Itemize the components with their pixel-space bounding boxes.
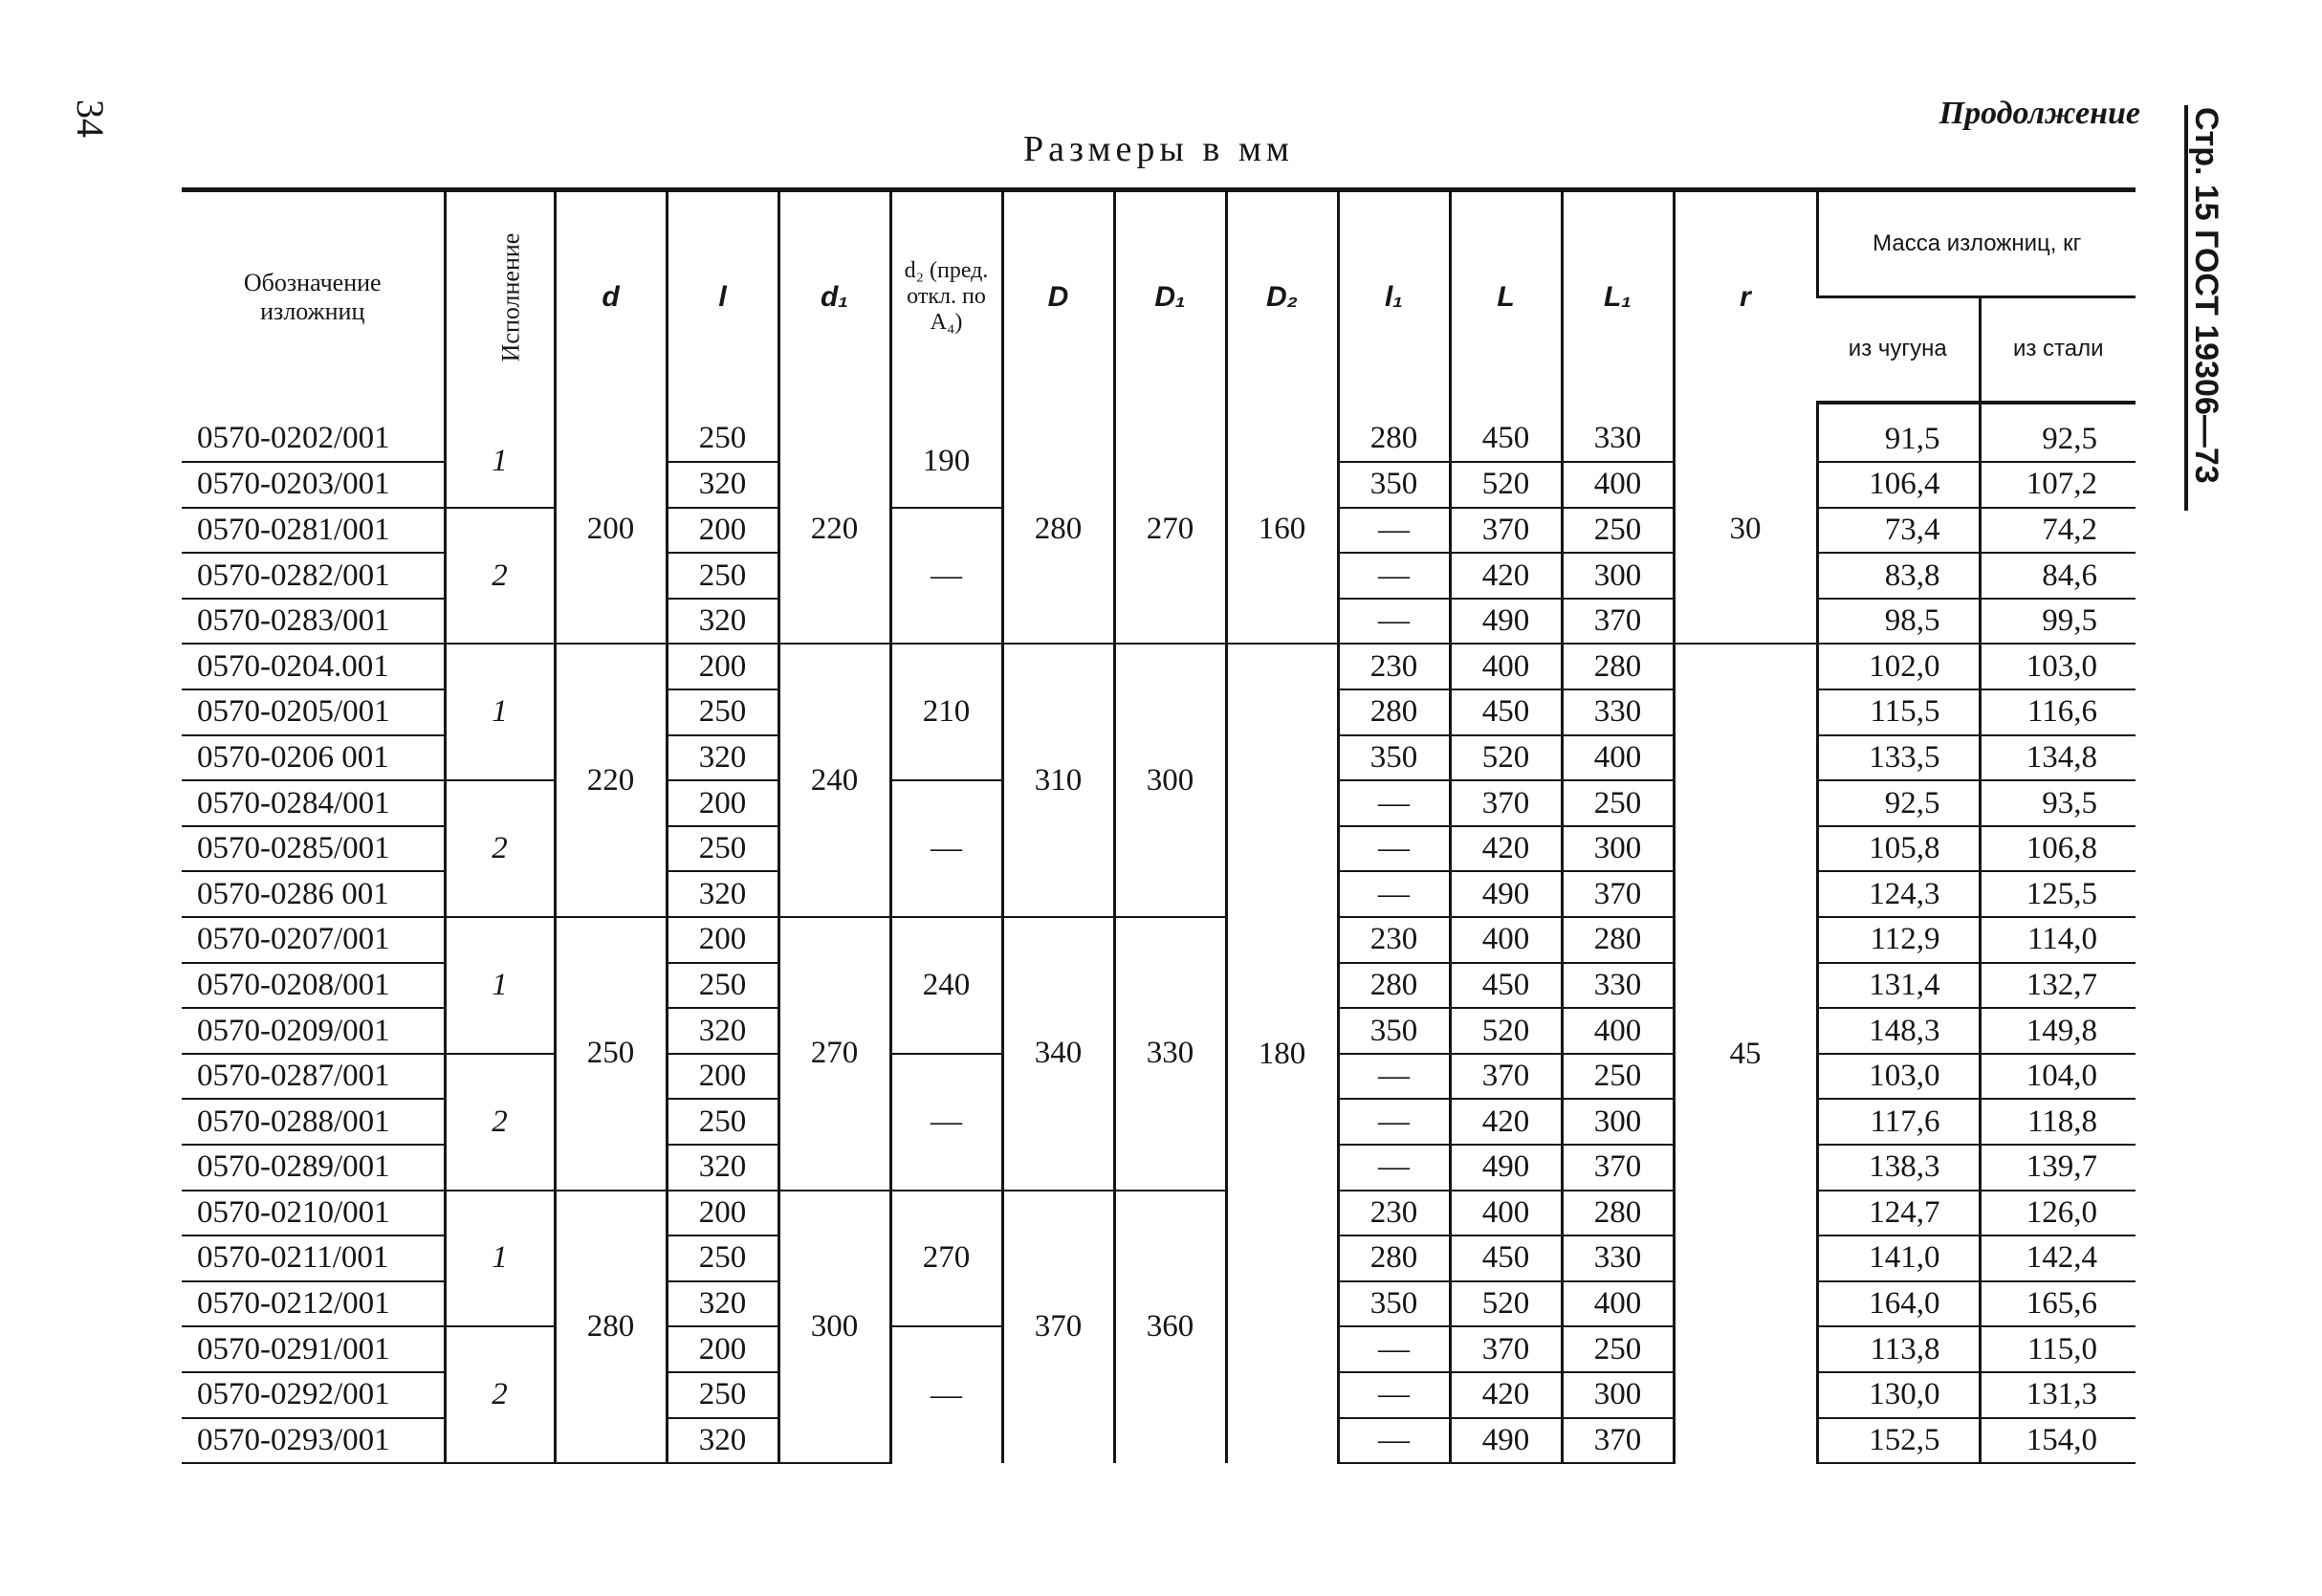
- mass-steel-cell: 92,5: [1980, 403, 2136, 463]
- designation-cell: 0570-0212/001: [182, 1281, 445, 1327]
- L1-cell: 280: [1562, 917, 1674, 963]
- l1-cell: 350: [1338, 462, 1450, 508]
- designation-cell: 0570-0204.001: [182, 644, 445, 689]
- d2-cell: —: [890, 1326, 1002, 1463]
- mass-iron-cell: 112,9: [1817, 917, 1980, 963]
- L-cell: 520: [1450, 735, 1562, 781]
- l1-cell: —: [1338, 871, 1450, 917]
- l-cell: 320: [667, 1281, 778, 1327]
- table-row: [182, 1191, 2136, 1236]
- mass-steel-cell: 165,6: [1980, 1281, 2136, 1327]
- d2-cell: 240: [890, 917, 1002, 1054]
- designation-cell: 0570-0205/001: [182, 689, 445, 735]
- table-body: [182, 403, 2136, 1464]
- designation-cell: 0570-0211/001: [182, 1235, 445, 1281]
- designation-cell: 0570-0284/001: [182, 780, 445, 826]
- l1-cell: 280: [1338, 1235, 1450, 1281]
- d2-cell: —: [890, 1054, 1002, 1191]
- page-number: 34: [69, 99, 112, 138]
- L1-cell: 370: [1562, 1418, 1674, 1464]
- d2-cell: 210: [890, 644, 1002, 780]
- mass-steel-cell: 114,0: [1980, 917, 2136, 963]
- d2-cell: —: [890, 780, 1002, 917]
- designation-cell: 0570-0202/001: [182, 403, 445, 463]
- designation-cell: 0570-0208/001: [182, 963, 445, 1009]
- L1-cell: 250: [1562, 1054, 1674, 1100]
- mass-steel-cell: 126,0: [1980, 1191, 2136, 1236]
- L1-cell: 330: [1562, 689, 1674, 735]
- d2-cell: —: [890, 508, 1002, 645]
- l1-cell: —: [1338, 1326, 1450, 1372]
- L-cell: 400: [1450, 917, 1562, 963]
- mass-iron-cell: 141,0: [1817, 1235, 1980, 1281]
- designation-cell: 0570-0286 001: [182, 871, 445, 917]
- header-d1: d₁: [778, 190, 890, 403]
- mass-steel-cell: 93,5: [1980, 780, 2136, 826]
- mass-iron-cell: 92,5: [1817, 780, 1980, 826]
- version-cell: 2: [445, 1054, 555, 1191]
- d2-cell: 190: [890, 403, 1002, 508]
- mass-steel-cell: 154,0: [1980, 1418, 2136, 1464]
- header-version-text: Исполнение: [495, 232, 524, 362]
- mass-steel-cell: 131,3: [1980, 1372, 2136, 1418]
- D-cell: 280: [1002, 403, 1114, 645]
- L-cell: 450: [1450, 689, 1562, 735]
- mass-steel-cell: 132,7: [1980, 963, 2136, 1009]
- designation-cell: 0570-0210/001: [182, 1191, 445, 1236]
- header-mass: Масса изложниц, кг: [1817, 190, 2136, 297]
- L-cell: 370: [1450, 1326, 1562, 1372]
- designation-cell: 0570-0282/001: [182, 553, 445, 599]
- L1-cell: 330: [1562, 963, 1674, 1009]
- mass-iron-cell: 105,8: [1817, 826, 1980, 872]
- mass-iron-cell: 98,5: [1817, 599, 1980, 645]
- l-cell: 200: [667, 1054, 778, 1100]
- mass-iron-cell: 138,3: [1817, 1145, 1980, 1191]
- designation-cell: 0570-0207/001: [182, 917, 445, 963]
- l1-cell: 230: [1338, 917, 1450, 963]
- l1-cell: —: [1338, 1099, 1450, 1145]
- version-cell: 2: [445, 508, 555, 645]
- header-version: [445, 190, 555, 403]
- mass-iron-cell: 73,4: [1817, 508, 1980, 554]
- mass-iron-cell: 130,0: [1817, 1372, 1980, 1418]
- D-cell: 370: [1002, 1191, 1114, 1464]
- L1-cell: 330: [1562, 403, 1674, 463]
- continuation-label: Продолжение: [1939, 96, 2140, 131]
- mass-steel-cell: 74,2: [1980, 508, 2136, 554]
- side-header-text: Стр. 15 ГОСТ 19306—73: [2188, 107, 2224, 484]
- designation-cell: 0570-0283/001: [182, 599, 445, 645]
- mass-iron-cell: 148,3: [1817, 1008, 1980, 1054]
- table-row: [182, 644, 2136, 689]
- l-cell: 200: [667, 1326, 778, 1372]
- L1-cell: 250: [1562, 1326, 1674, 1372]
- L-cell: 420: [1450, 1372, 1562, 1418]
- mass-iron-cell: 91,5: [1817, 403, 1980, 463]
- designation-cell: 0570-0293/001: [182, 1418, 445, 1464]
- D-cell: 340: [1002, 917, 1114, 1191]
- L1-cell: 400: [1562, 462, 1674, 508]
- mass-steel-cell: 142,4: [1980, 1235, 2136, 1281]
- L-cell: 490: [1450, 1418, 1562, 1464]
- header-d2: d₂ (пред. откл. по A₄): [890, 190, 1002, 403]
- l1-cell: 350: [1338, 1281, 1450, 1327]
- version-cell: 2: [445, 1326, 555, 1463]
- mass-iron-cell: 113,8: [1817, 1326, 1980, 1372]
- designation-cell: 0570-0288/001: [182, 1099, 445, 1145]
- D2-cell: 180: [1226, 644, 1338, 1463]
- L1-cell: 300: [1562, 1372, 1674, 1418]
- L-cell: 370: [1450, 1054, 1562, 1100]
- table-row: [182, 403, 2136, 463]
- version-cell: 2: [445, 780, 555, 917]
- L1-cell: 250: [1562, 508, 1674, 554]
- d1-cell: 240: [778, 644, 890, 917]
- header-l1: l₁: [1338, 190, 1450, 403]
- designation-cell: 0570-0206 001: [182, 735, 445, 781]
- designation-cell: 0570-0209/001: [182, 1008, 445, 1054]
- l-cell: 320: [667, 599, 778, 645]
- L1-cell: 400: [1562, 1008, 1674, 1054]
- version-cell: 1: [445, 917, 555, 1054]
- mass-iron-cell: 83,8: [1817, 553, 1980, 599]
- d1-cell: 270: [778, 917, 890, 1191]
- mass-steel-cell: 139,7: [1980, 1145, 2136, 1191]
- mass-steel-cell: 107,2: [1980, 462, 2136, 508]
- d-cell: 280: [555, 1191, 667, 1464]
- L-cell: 490: [1450, 599, 1562, 645]
- mass-iron-cell: 152,5: [1817, 1418, 1980, 1464]
- L1-cell: 370: [1562, 871, 1674, 917]
- table-row: [182, 917, 2136, 963]
- l-cell: 200: [667, 508, 778, 554]
- d2-cell: 270: [890, 1191, 1002, 1327]
- header-D2: D₂: [1226, 190, 1338, 403]
- header-d: d: [555, 190, 667, 403]
- mass-iron-cell: 164,0: [1817, 1281, 1980, 1327]
- L-cell: 490: [1450, 1145, 1562, 1191]
- header-l: l: [667, 190, 778, 403]
- mass-iron-cell: 106,4: [1817, 462, 1980, 508]
- l-cell: 200: [667, 1191, 778, 1236]
- mass-steel-cell: 103,0: [1980, 644, 2136, 689]
- D1-cell: 270: [1114, 403, 1226, 645]
- l1-cell: —: [1338, 599, 1450, 645]
- mass-iron-cell: 103,0: [1817, 1054, 1980, 1100]
- designation-cell: 0570-0285/001: [182, 826, 445, 872]
- r-cell: 30: [1674, 403, 1817, 645]
- L-cell: 370: [1450, 508, 1562, 554]
- d-cell: 200: [555, 403, 667, 645]
- L1-cell: 370: [1562, 599, 1674, 645]
- l1-cell: 230: [1338, 644, 1450, 689]
- d1-cell: 300: [778, 1191, 890, 1464]
- version-cell: 1: [445, 644, 555, 780]
- L-cell: 520: [1450, 1281, 1562, 1327]
- L-cell: 450: [1450, 403, 1562, 463]
- D1-cell: 300: [1114, 644, 1226, 917]
- mass-iron-cell: 133,5: [1817, 735, 1980, 781]
- designation-cell: 0570-0203/001: [182, 462, 445, 508]
- header-r: r: [1674, 190, 1817, 403]
- l1-cell: 230: [1338, 1191, 1450, 1236]
- mass-steel-cell: 118,8: [1980, 1099, 2136, 1145]
- l-cell: 250: [667, 1372, 778, 1418]
- l-cell: 320: [667, 735, 778, 781]
- side-header: [2190, 107, 2224, 509]
- l-cell: 200: [667, 644, 778, 689]
- mass-iron-cell: 102,0: [1817, 644, 1980, 689]
- L1-cell: 330: [1562, 1235, 1674, 1281]
- header-D1: D₁: [1114, 190, 1226, 403]
- mass-iron-cell: 115,5: [1817, 689, 1980, 735]
- l1-cell: 350: [1338, 735, 1450, 781]
- version-cell: 1: [445, 1191, 555, 1327]
- d1-cell: 220: [778, 403, 890, 645]
- L-cell: 490: [1450, 871, 1562, 917]
- l-cell: 200: [667, 917, 778, 963]
- l1-cell: —: [1338, 553, 1450, 599]
- mass-steel-cell: 116,6: [1980, 689, 2136, 735]
- header-cast-iron: из чугуна: [1817, 297, 1980, 403]
- L1-cell: 370: [1562, 1145, 1674, 1191]
- mass-steel-cell: 104,0: [1980, 1054, 2136, 1100]
- version-cell: 1: [445, 403, 555, 508]
- L-cell: 400: [1450, 644, 1562, 689]
- l-cell: 250: [667, 553, 778, 599]
- l-cell: 250: [667, 1235, 778, 1281]
- mass-steel-cell: 106,8: [1980, 826, 2136, 872]
- l1-cell: 350: [1338, 1008, 1450, 1054]
- mass-iron-cell: 131,4: [1817, 963, 1980, 1009]
- l1-cell: —: [1338, 780, 1450, 826]
- l-cell: 320: [667, 462, 778, 508]
- l-cell: 320: [667, 871, 778, 917]
- L-cell: 520: [1450, 462, 1562, 508]
- designation-cell: 0570-0291/001: [182, 1326, 445, 1372]
- l-cell: 250: [667, 1099, 778, 1145]
- l-cell: 250: [667, 963, 778, 1009]
- L1-cell: 400: [1562, 1281, 1674, 1327]
- units-title: Размеры в мм: [1023, 129, 1294, 169]
- designation-cell: 0570-0287/001: [182, 1054, 445, 1100]
- l-cell: 200: [667, 780, 778, 826]
- dimensions-table: [182, 187, 2136, 1464]
- L-cell: 420: [1450, 553, 1562, 599]
- l1-cell: 280: [1338, 403, 1450, 463]
- mass-steel-cell: 134,8: [1980, 735, 2136, 781]
- l-cell: 320: [667, 1008, 778, 1054]
- mass-iron-cell: 124,7: [1817, 1191, 1980, 1236]
- header-designation: Обозначение изложниц: [182, 190, 445, 403]
- r-cell: 45: [1674, 644, 1817, 1463]
- D1-cell: 330: [1114, 917, 1226, 1191]
- l1-cell: 280: [1338, 689, 1450, 735]
- L1-cell: 250: [1562, 780, 1674, 826]
- L1-cell: 300: [1562, 826, 1674, 872]
- header-D: D: [1002, 190, 1114, 403]
- l1-cell: —: [1338, 1418, 1450, 1464]
- mass-steel-cell: 125,5: [1980, 871, 2136, 917]
- L-cell: 450: [1450, 963, 1562, 1009]
- l1-cell: —: [1338, 826, 1450, 872]
- dimensions-table-wrapper: [182, 187, 2136, 1464]
- header-L1: L₁: [1562, 190, 1674, 403]
- L-cell: 370: [1450, 780, 1562, 826]
- L1-cell: 300: [1562, 1099, 1674, 1145]
- D2-cell: 160: [1226, 403, 1338, 645]
- d-cell: 250: [555, 917, 667, 1191]
- mass-steel-cell: 99,5: [1980, 599, 2136, 645]
- L1-cell: 300: [1562, 553, 1674, 599]
- d-cell: 220: [555, 644, 667, 917]
- header-steel: из стали: [1980, 297, 2136, 403]
- l-cell: 250: [667, 826, 778, 872]
- designation-cell: 0570-0292/001: [182, 1372, 445, 1418]
- L1-cell: 400: [1562, 735, 1674, 781]
- D1-cell: 360: [1114, 1191, 1226, 1464]
- l-cell: 250: [667, 689, 778, 735]
- designation-cell: 0570-0281/001: [182, 508, 445, 554]
- L1-cell: 280: [1562, 644, 1674, 689]
- l1-cell: —: [1338, 1054, 1450, 1100]
- L-cell: 400: [1450, 1191, 1562, 1236]
- l-cell: 320: [667, 1145, 778, 1191]
- l1-cell: —: [1338, 508, 1450, 554]
- designation-cell: 0570-0289/001: [182, 1145, 445, 1191]
- l1-cell: —: [1338, 1372, 1450, 1418]
- L-cell: 420: [1450, 1099, 1562, 1145]
- mass-steel-cell: 84,6: [1980, 553, 2136, 599]
- l1-cell: —: [1338, 1145, 1450, 1191]
- L-cell: 520: [1450, 1008, 1562, 1054]
- mass-iron-cell: 117,6: [1817, 1099, 1980, 1145]
- l-cell: 320: [667, 1418, 778, 1464]
- L-cell: 450: [1450, 1235, 1562, 1281]
- mass-iron-cell: 124,3: [1817, 871, 1980, 917]
- l-cell: 250: [667, 403, 778, 463]
- mass-steel-cell: 149,8: [1980, 1008, 2136, 1054]
- l1-cell: 280: [1338, 963, 1450, 1009]
- header-L: L: [1450, 190, 1562, 403]
- D-cell: 310: [1002, 644, 1114, 917]
- mass-steel-cell: 115,0: [1980, 1326, 2136, 1372]
- L1-cell: 280: [1562, 1191, 1674, 1236]
- L-cell: 420: [1450, 826, 1562, 872]
